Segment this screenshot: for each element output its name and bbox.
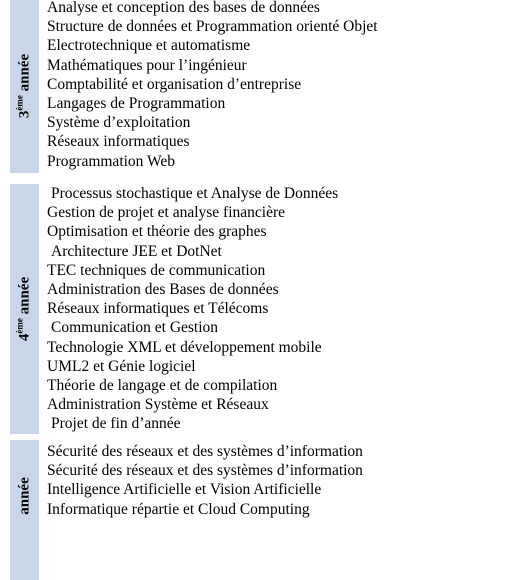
section-5eme-annee [0, 440, 528, 516]
course-item: Electrotechnique et automatisme [47, 37, 251, 55]
course-item: Structure de données et Programmation orienté Objet [47, 18, 378, 36]
course-item: Analyse et conception des bases de données [47, 0, 320, 16]
course-item: Réseaux informatiques et Télécoms [47, 300, 269, 318]
course-item: Administration Système et Réseaux [47, 396, 269, 414]
year-ordinal: ème [14, 318, 24, 334]
course-item: Réseaux informatiques [47, 133, 190, 151]
year-label [17, 477, 32, 515]
course-item: Informatique répartie et Cloud Computing [47, 500, 310, 518]
course-list [47, 0, 378, 171]
year-label-panel [10, 440, 39, 580]
year-ordinal: ème [14, 94, 24, 111]
course-item: Programmation Web [47, 152, 176, 170]
course-item: Mathématiques pour l’ingénieur [47, 56, 247, 74]
course-item: UML2 et Génie logiciel [47, 357, 196, 375]
year-word: année [16, 53, 32, 95]
year-label [14, 53, 32, 118]
section-4eme-annee [0, 184, 528, 434]
year-number: 4 [16, 333, 32, 342]
course-item: Gestion de projet et analyse financière [47, 204, 285, 222]
section-3eme-annee [0, 0, 528, 173]
course-item: Comptabilité et organisation d’entreprise [47, 75, 302, 93]
course-item: Processus stochastique et Analyse de Données [51, 185, 339, 202]
course-list [47, 184, 338, 433]
course-item: Projet de fin d’année [51, 415, 181, 433]
course-item: TEC techniques de communication [47, 261, 266, 279]
course-item: Communication et Gestion [51, 319, 219, 337]
year-label-panel [10, 184, 39, 434]
course-item: Technologie XML et développement mobile [47, 338, 322, 356]
course-item: Intelligence Artificielle et Vision Artificielle [47, 481, 322, 499]
year-label [14, 276, 32, 342]
year-label-panel [10, 0, 39, 173]
course-item: Théorie de langage et de compilation [47, 376, 278, 394]
course-item: Administration des Bases de données [47, 280, 279, 298]
year-word: année [16, 477, 32, 515]
course-item: Sécurité des réseaux et des systèmes d’information [47, 462, 363, 480]
course-item: Système d’exploitation [47, 114, 191, 132]
course-item: Sécurité des réseaux et des systèmes d’information [47, 443, 363, 460]
course-list [47, 442, 363, 519]
course-item: Architecture JEE et DotNet [51, 242, 222, 260]
course-item: Langages de Programmation [47, 94, 226, 112]
year-number: 3 [16, 110, 32, 118]
course-item: Optimisation et théorie des graphes [47, 223, 267, 241]
year-word: année [16, 276, 32, 319]
